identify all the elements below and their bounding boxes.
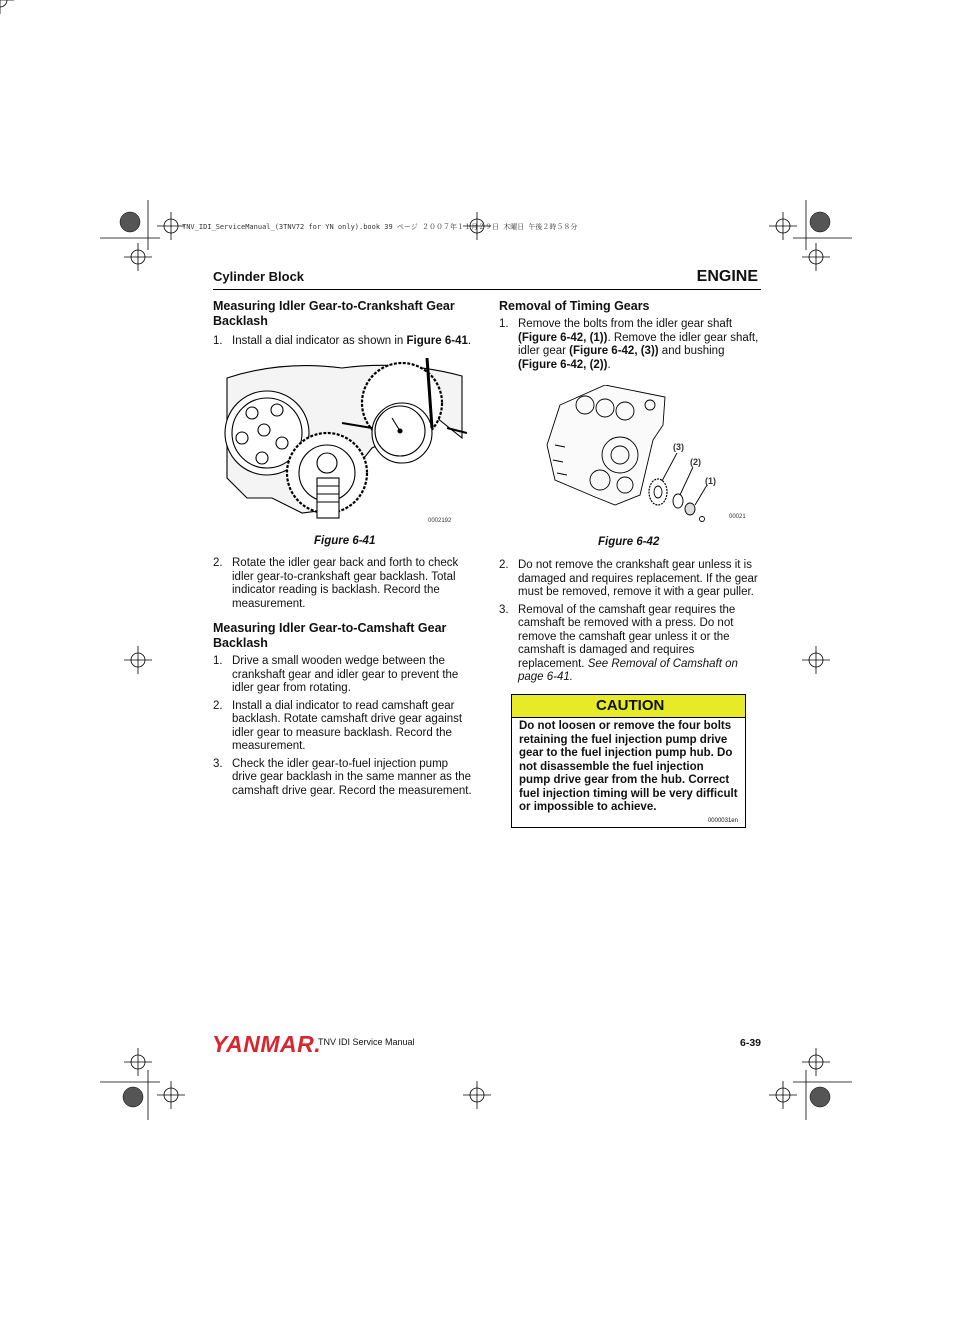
section-title: Cylinder Block (213, 269, 305, 284)
heading-removal-timing-gears: Removal of Timing Gears (499, 299, 650, 313)
list-item: 2. Install a dial indicator to read camshaft gear backlash. Rotate camshaft drive gear against idler gear to measure backlash. Record the measurement. (213, 699, 463, 752)
heading-idler-camshaft: Measuring Idler Gear-to-Camshaft Gear Backlash (213, 621, 447, 650)
caution-body: Do not loosen or remove the four bolts retaining the fuel injection pump drive gear to the fuel injection pump hub. Do not disassemble the fuel injection pump drive gear from the hub. Correct fuel injection timing will be very difficult or impossible to achieve. (519, 720, 738, 813)
figure-6-42-caption: Figure 6-42 (598, 536, 660, 548)
caution-title: CAUTION (512, 695, 745, 718)
list-item: 3. Check the idler gear-to-fuel injection pump drive gear backlash in the same manner as the camshaft drive gear. Record the measurement. (213, 757, 472, 797)
left-column (213, 299, 475, 353)
yanmar-logo: YANMAR. (212, 1031, 322, 1057)
figure-6-41-id: 0002192 (428, 518, 452, 524)
steps-crankshaft-cont (213, 557, 475, 611)
header-rule (213, 289, 761, 290)
left-column-lower (213, 557, 475, 802)
list-item: 1. Remove the bolts from the idler gear shaft (Figure 6-42, (1)). Remove the idler gear shaft, idler gear (Figure 6-42, (3)) and bushing (Figure 6-42, (2)). (499, 318, 759, 371)
page-number: 6-39 (740, 1037, 762, 1049)
figure-6-41-caption: Figure 6-41 (314, 535, 376, 547)
steps-camshaft (213, 655, 475, 798)
caution-id: 0000031en (707, 818, 738, 824)
figure-6-42-label-2: (2) (690, 457, 701, 467)
list-item: 1. Drive a small wooden wedge between the crankshaft gear and idler gear to prevent the idler gear from rotating. (213, 655, 459, 694)
list-item: 2. Do not remove the crankshaft gear unless it is damaged and requires replacement. If the gear must be removed, remove it with a gear puller. (499, 559, 758, 598)
right-column (499, 299, 761, 376)
right-column-lower (499, 559, 761, 689)
figure-6-42-label-3: (3) (673, 442, 684, 452)
figure-6-42-id: 00021 (729, 514, 746, 520)
manual-title: TNV IDI Service Manual (318, 1037, 415, 1047)
list-item: 3. Removal of the camshaft gear requires the camshaft be removed with a press. Do not remove the camshaft gear unless it or the camshaft is damaged and requires replacement. See Removal of Camshaft on page 6-41. (499, 603, 738, 683)
figure-6-42-label-1: (1) (705, 476, 716, 486)
print-header: TNV_IDI_ServiceManual_(3TNV72 for YN only).book 39 ページ ２００７年１１月２９日 木曜日 午後２時５８分 (182, 223, 578, 231)
steps-removal (499, 318, 761, 372)
figure-6-41-illustration (222, 358, 467, 528)
list-item: 1. Install a dial indicator as shown in Figure 6-41. (213, 335, 472, 347)
heading-idler-crankshaft: Measuring Idler Gear-to-Crankshaft Gear Backlash (213, 299, 455, 328)
chapter-title: ENGINE (696, 268, 758, 285)
list-item: 2. Rotate the idler gear back and forth to check idler gear-to-crankshaft gear backlash. Total indicator reading is backlash. Record the measurement. (213, 557, 459, 610)
figure-6-42-illustration (545, 385, 755, 525)
caution-box (511, 694, 746, 828)
steps-removal-cont (499, 559, 761, 685)
steps-crankshaft (213, 335, 475, 349)
